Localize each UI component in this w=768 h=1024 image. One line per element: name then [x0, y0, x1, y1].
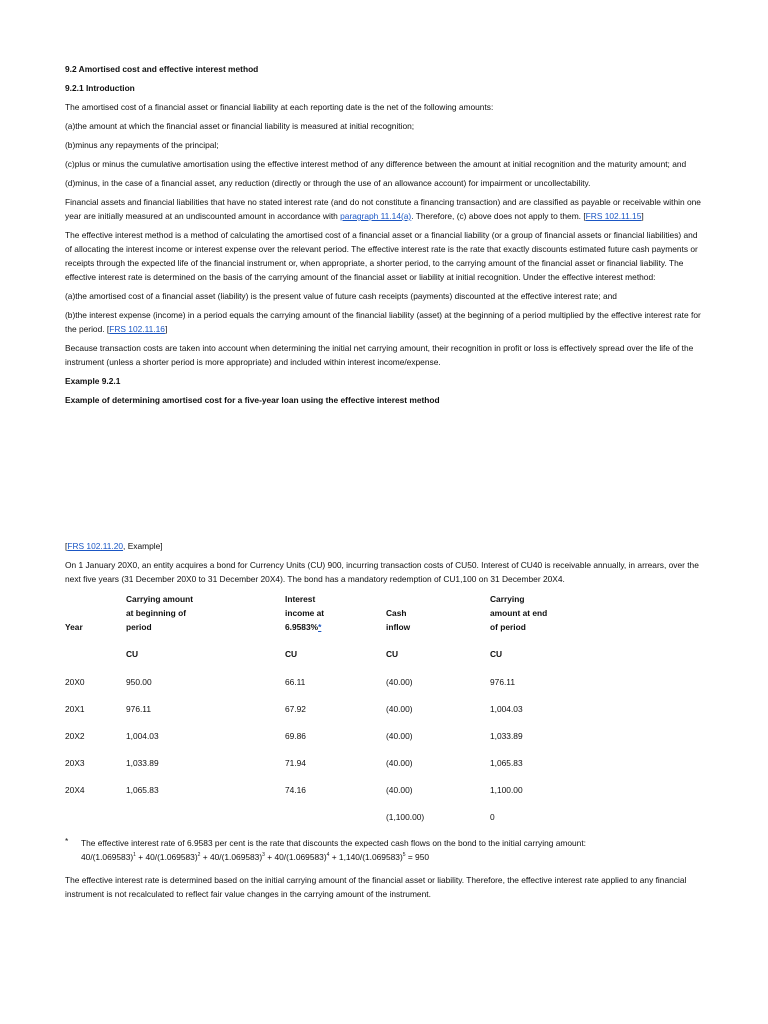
document-page [65, 62, 705, 901]
cash-cell: (40.00) [386, 676, 413, 687]
example-subtitle: Example of determining amortised cost for a five-year loan using the effective interest method [65, 395, 440, 405]
closing-paragraph: The effective interest rate is determined based on the initial carrying amount of the financial asset or liability. Therefore, the effective interest rate applied to any financial instrument is not recalculated to reflect fair value changes in the carrying amount of the instrument. [65, 875, 687, 899]
year-cell: 20X4 [65, 784, 85, 795]
footnote-link[interactable]: * [318, 622, 322, 632]
interest-cell: 67.92 [285, 703, 306, 714]
end-cell: 1,100.00 [490, 784, 523, 795]
effective-interest-paragraph: The effective interest method is a method of calculating the amortised cost of a financial asset or a financial liability (or a group of financial assets or financial liabilities) and of allocating the interest income or interest expense over the relevant period. The effective interest rate is the rate that exactly discounts estimated future cash payments or receipts through the expected life of the financial instrument or, when appropriate, a shorter period, to the carrying amount of the financial asset or financial liability. The effective interest rate is determined on the basis of the carrying amount of the financial asset or liability at initial recognition. Under the effective interest method: [65, 230, 698, 282]
blank-space [65, 407, 705, 539]
end-cell: 1,065.83 [490, 757, 523, 768]
example-paragraph: On 1 January 20X0, an entity acquires a bond for Currency Units (CU) 900, incurring transaction costs of CU50. Interest of CU40 is receivable annually, in arrears, over the next five years (31 December 20X0 to 31 December 20X4). The bond has a mandatory redemption of CU1,100 on 31 December 20X4. [65, 560, 699, 584]
year-cell: 20X3 [65, 757, 85, 768]
footnote [65, 836, 705, 864]
section-title: 9.2 Amortised cost and effective interest method [65, 64, 259, 74]
table-row [65, 776, 625, 803]
eim-item-b: (b)the interest expense (income) in a period equals the carrying amount of the financial liability (asset) at the beginning of a period multiplied by the effective interest rate for the period. [FRS 102.11.16] [65, 310, 701, 334]
footnote-marker: * [65, 836, 69, 846]
end-cell: 1,004.03 [490, 703, 523, 714]
subsection-title: 9.2.1 Introduction [65, 83, 135, 93]
footnote-formula: $40/(1.069583)^1 + 40/(1.069583)^2 + 40/(1.069583)^3 + 40/(1.069583)^4 + 1,140/(1.069583)^5 = 950$ [81, 852, 430, 862]
footnote-text: The effective interest rate of 6.9583 per cent is the rate that discounts the expected cash flows on the bond to the initial carrying amount: [81, 838, 586, 848]
eim-item-a: (a)the amortised cost of a financial asset (liability) is the present value of future cash receipts (payments) discounted at the effective interest rate; and [65, 291, 617, 301]
interest-cell: 66.11 [285, 676, 306, 687]
header-carrying-end: Carrying amount at end of period [490, 594, 548, 632]
frs-reference-link[interactable]: FRS 102.11.15 [585, 211, 642, 221]
header-interest: Interest income at 6.9583%* [285, 594, 325, 632]
begin-cell [126, 803, 285, 830]
table-units-row [65, 634, 625, 668]
year-cell: 20X2 [65, 730, 85, 741]
item-a: (a)the amount at which the financial asset or financial liability is measured at initial recognition; [65, 121, 415, 131]
unit-cell: CU [490, 649, 503, 659]
frs-reference-link[interactable]: FRS 102.11.20 [67, 541, 124, 551]
year-cell: 20X0 [65, 676, 85, 687]
unit-cell: CU [126, 649, 139, 659]
begin-cell: 1,065.83 [126, 784, 159, 795]
table-row [65, 803, 625, 830]
end-cell: 976.11 [490, 676, 515, 687]
table-row [65, 695, 625, 722]
begin-cell: 976.11 [126, 703, 151, 714]
cash-cell: (40.00) [386, 757, 413, 768]
frs-reference-link[interactable]: FRS 102.11.16 [109, 324, 165, 334]
end-cell: 0 [490, 811, 495, 822]
begin-cell: 950.00 [126, 676, 152, 687]
cash-cell: (40.00) [386, 784, 413, 795]
begin-cell: 1,004.03 [126, 730, 159, 741]
cash-cell: (40.00) [386, 730, 413, 741]
cash-cell: (1,100.00) [386, 811, 425, 822]
begin-cell: 1,033.89 [126, 757, 159, 768]
transaction-costs-paragraph: Because transaction costs are taken into account when determining the initial net carrying amount, their recognition in profit or loss is effectively spread over the life of the instrument (unless a shorter period is more appropriate) and included within interest income/expense. [65, 343, 694, 367]
item-d: (d)minus, in the case of a financial asset, any reduction (directly or through the use of an allowance account) for impairment or uncollectability. [65, 178, 591, 188]
table-row [65, 668, 625, 695]
end-cell: 1,033.89 [490, 730, 523, 741]
example-reference: [FRS 102.11.20, Example] [65, 541, 163, 551]
header-year: Year [65, 622, 83, 632]
cash-cell: (40.00) [386, 703, 413, 714]
table-header-row [65, 590, 625, 634]
item-b: (b)minus any repayments of the principal; [65, 140, 219, 150]
interest-cell [285, 803, 386, 830]
year-cell [65, 803, 126, 830]
item-c: (c)plus or minus the cumulative amortisation using the effective interest method of any difference between the amount at initial recognition and the maturity amount; and [65, 159, 687, 169]
table-row [65, 722, 625, 749]
amortisation-table [65, 590, 625, 830]
interest-cell: 69.86 [285, 730, 306, 741]
header-carrying-begin: Carrying amount at beginning of period [126, 594, 194, 632]
year-cell: 20X1 [65, 703, 85, 714]
intro-paragraph: The amortised cost of a financial asset or financial liability at each reporting date is the net of the following amounts: [65, 102, 494, 112]
unit-cell: CU [285, 649, 298, 659]
financing-paragraph: Financial assets and financial liabilities that have no stated interest rate (and do not constitute a financing transaction) and are classified as payable or receivable within one year are initially measured at an undiscounted amount in accordance with paragraph 11.14(a). Therefore, (c) above does not apply to them. [FRS 102.11.15] [65, 197, 701, 221]
example-title: Example 9.2.1 [65, 376, 121, 386]
paragraph-link[interactable]: paragraph 11.14(a) [340, 211, 412, 221]
table-row [65, 749, 625, 776]
header-cash-inflow: Cash inflow [386, 608, 411, 632]
unit-cell: CU [386, 649, 399, 659]
interest-cell: 71.94 [285, 757, 306, 768]
interest-cell: 74.16 [285, 784, 306, 795]
